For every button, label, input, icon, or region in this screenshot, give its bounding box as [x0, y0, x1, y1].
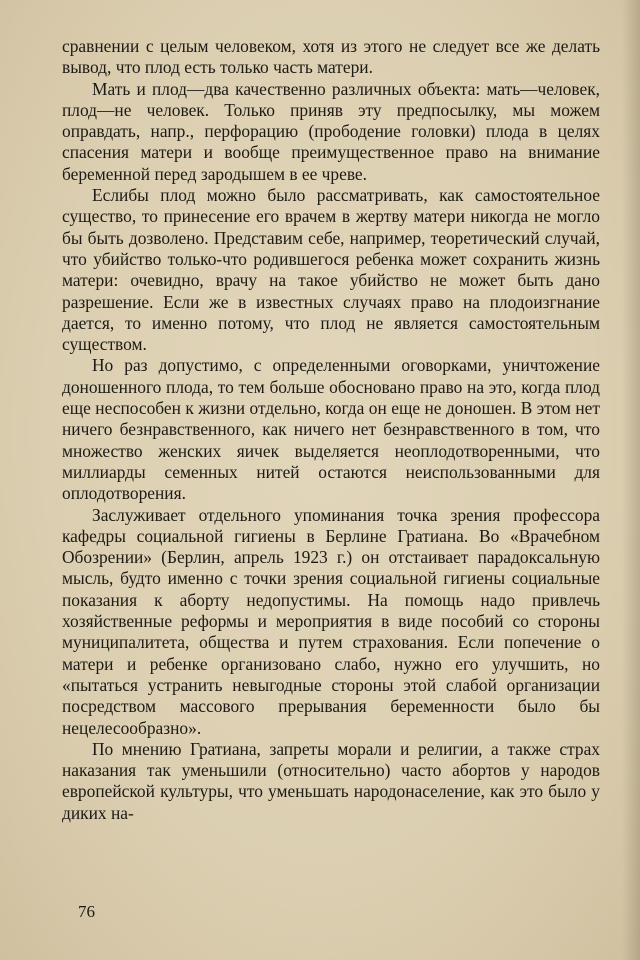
page-edge-shadow: [622, 0, 640, 960]
paragraph: сравнении с целым человеком, хотя из этого не следует все же делать вывод, что плод есть только часть матери.: [62, 36, 600, 78]
body-text: [62, 36, 600, 824]
paragraph: Мать и плод—два качественно различных объекта: мать—человек, плод—не человек. Только приняв эту предпосылку, мы можем оправдать, напр., перфорацию (прободение головки) плода в целях спасения матери и вообще преимущественное право на внимание беременной перед зародышем в ее чреве.: [62, 78, 600, 184]
paragraph: Но раз допустимо, с определенными оговорками, уничтожение доношенного плода, то тем больше обосновано право на это, когда плод еще неспособен к жизни отдельно, когда он еще не доношен. В этом нет ничего безнравственного, как ничего нет безнравственного в том, что множество женских яичек выделяется неоплодотворенными, что миллиарды семенных нитей остаются неиспользованными для оплодотворения.: [62, 355, 600, 504]
paragraph: Еслибы плод можно было рассматривать, как самостоятельное существо, то принесение его врачем в жертву матери никогда не могло бы быть дозволено. Представим себе, например, теоретический случай, что убийство только-что родившегося ребенка может сохранить жизнь матери: очевидно, врачу на такое убийство не может быть дано разрешение. Если же в известных случаях право на плодоизгнание дается, то именно потому, что плод не является самостоятельным существом.: [62, 185, 600, 355]
page-number: 76: [78, 902, 95, 921]
paragraph: Заслуживает отдельного упоминания точка зрения профессора кафедры социальной гигиены в Берлине Гратиана. Во «Врачебном Обозрении» (Берлин, апрель 1923 г.) он отстаивает парадоксальную мысль, будто именно с точки зрения социальной гигиены социальные показания к аборту недопустимы. На помощь надо привлечь хозяйственные реформы и мероприятия в виде пособий со стороны муниципалитета, общества и путем страхования. Если попечение о матери и ребенке организовано слабо, нужно его улучшить, но «пытаться устранить невыгодные стороны этой слабой организации посредством массового прерывания беременности было бы нецелесообразно».: [62, 504, 600, 738]
paragraph: По мнению Гратиана, запреты морали и религии, а также страх наказания так уменьшили (относительно) часто абортов у народов европейской культуры, что уменьшать народонаселение, как это было у диких на-: [62, 738, 600, 823]
